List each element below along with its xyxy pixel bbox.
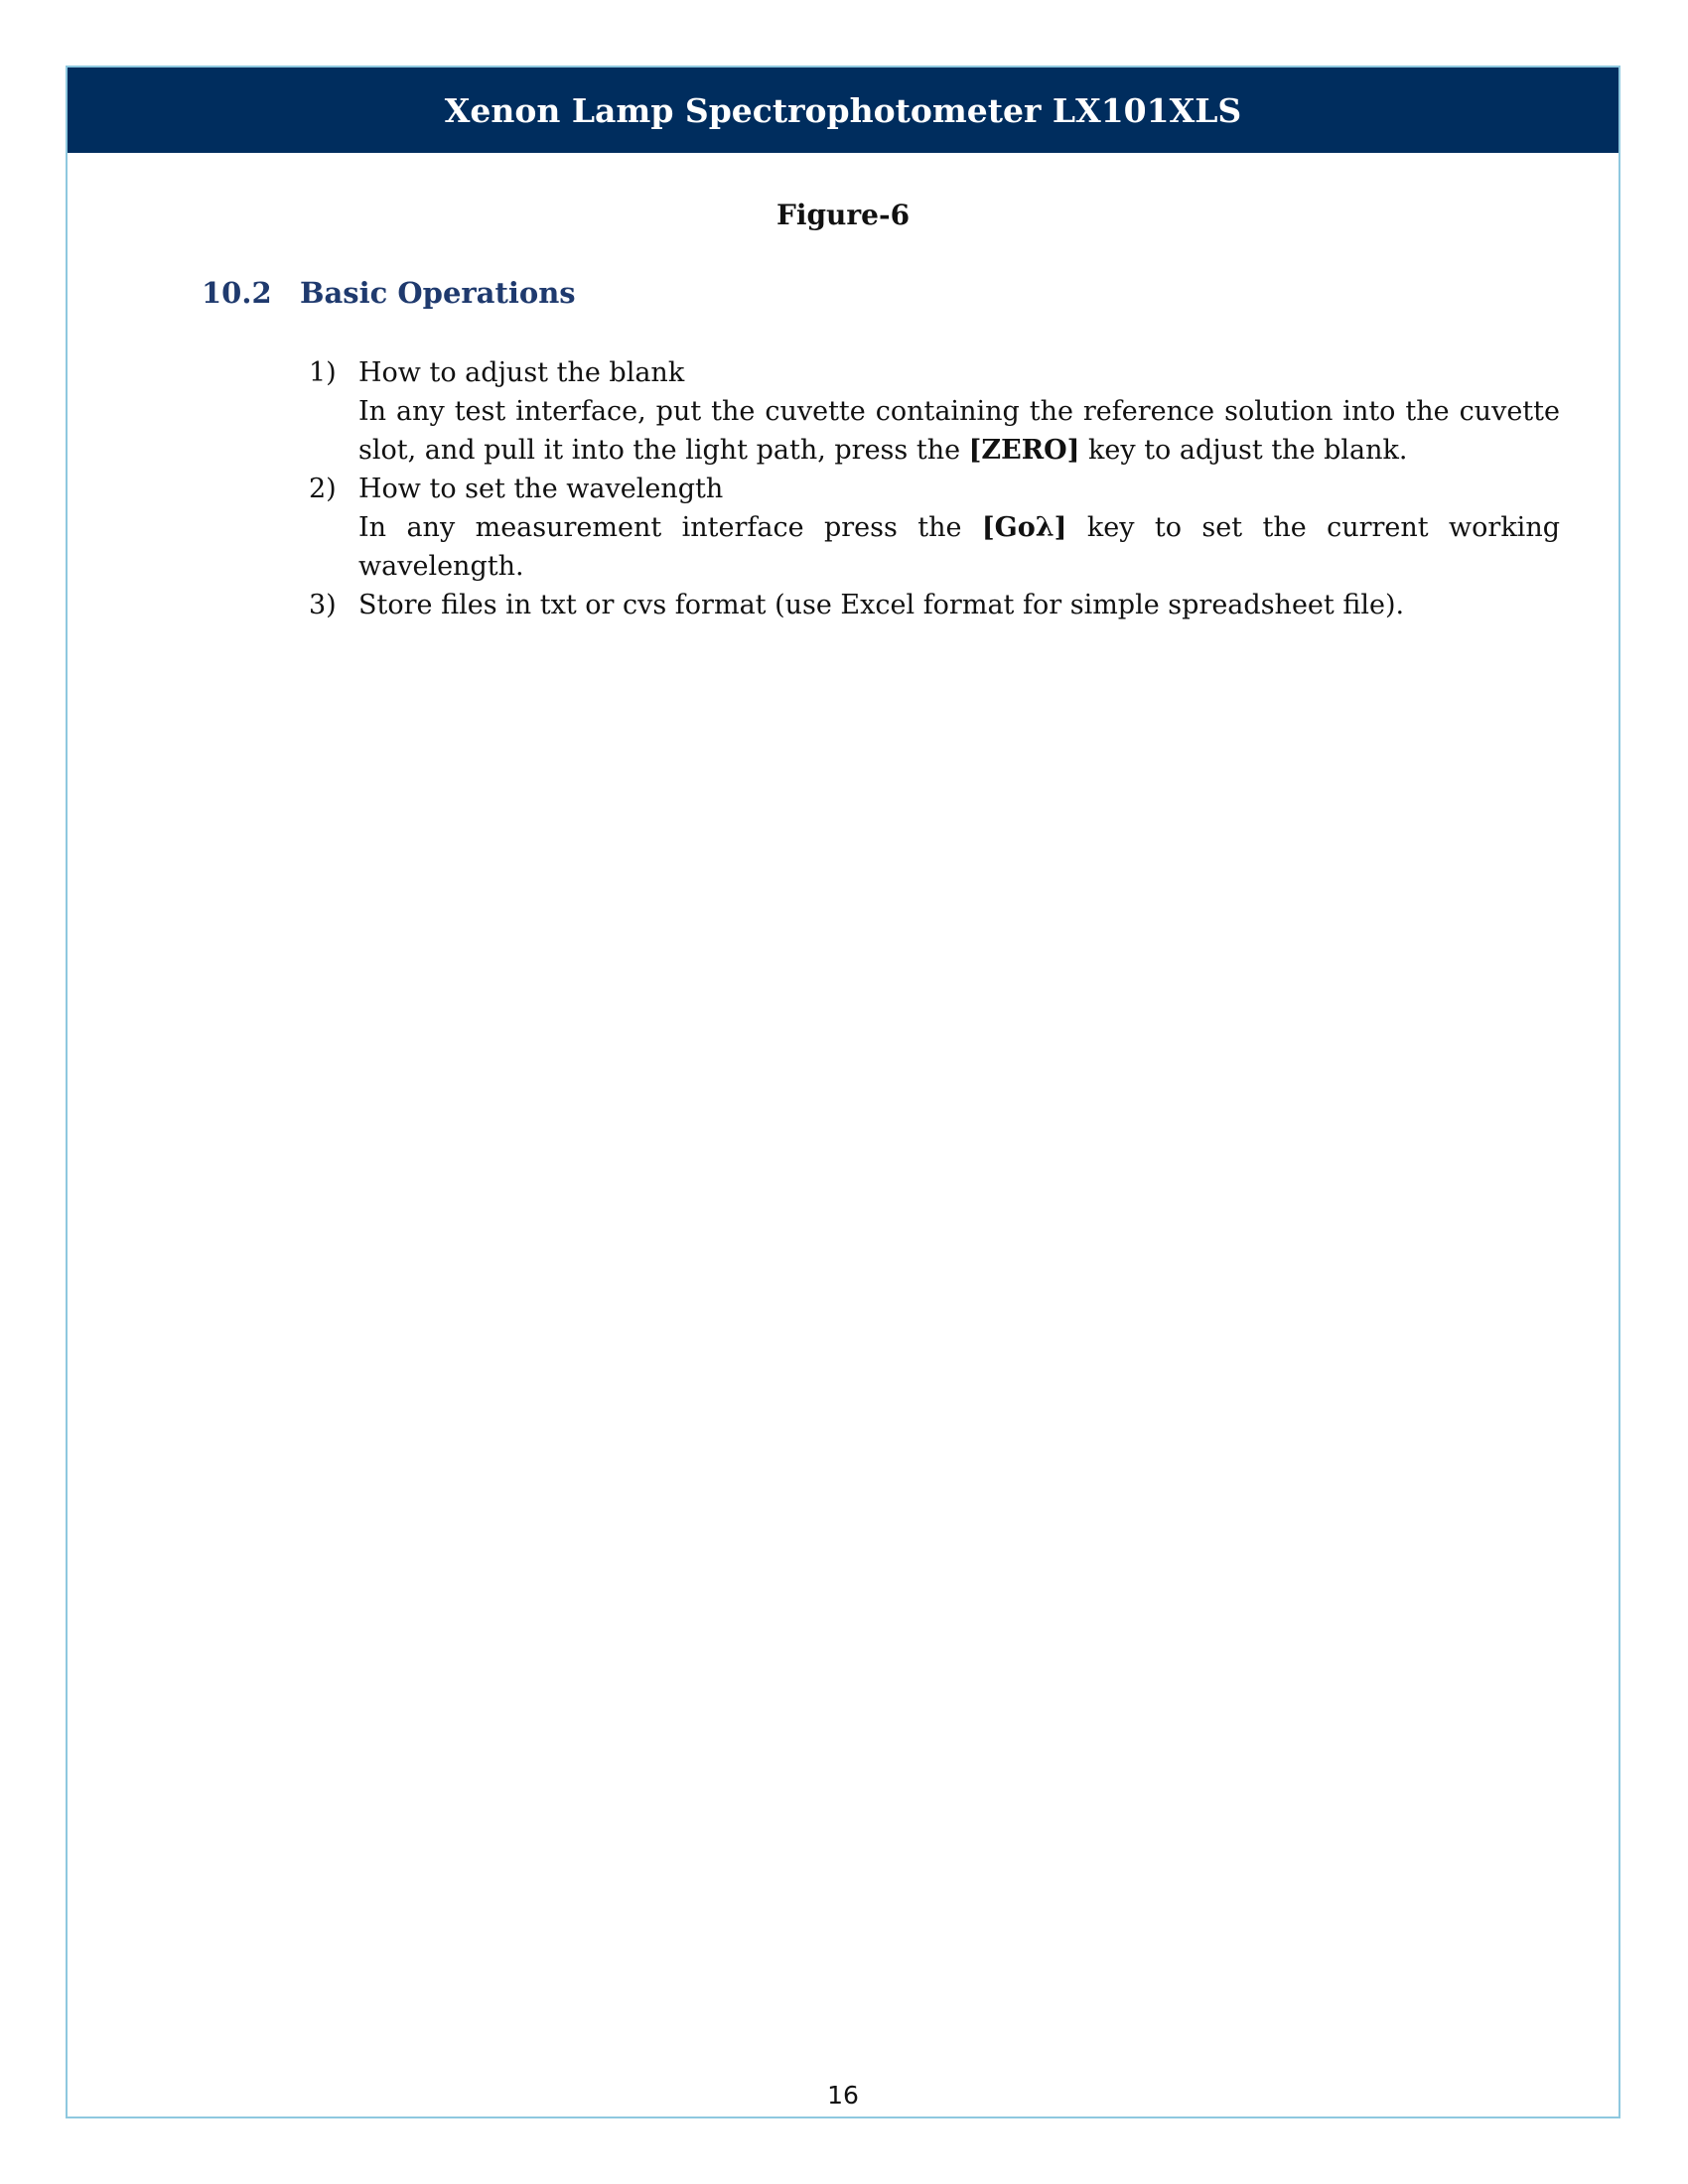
list-item-title: Store files in txt or cvs format (use Excel format for simple spreadsheet file). [358, 590, 1405, 620]
zero-key-label: [ZERO] [968, 435, 1080, 466]
page-frame [66, 66, 1620, 2118]
list-item-body-text: In any measurement interface press the [358, 512, 982, 543]
go-lambda-key-label: [Goλ] [981, 512, 1067, 543]
list-item-marker: 1) [309, 357, 337, 388]
list-item-content [358, 353, 1560, 470]
list-item-marker: 2) [309, 474, 337, 504]
list-item-body [358, 392, 1560, 470]
list-item-content [358, 470, 1560, 586]
operations-list [309, 353, 1560, 624]
section-heading [202, 276, 576, 310]
list-item-body-text: key to adjust the blank. [1079, 435, 1408, 466]
header-bar [68, 68, 1618, 153]
list-item-body-text: In any test interface, put the cuvette containing the reference solution into the cuvette slot, and pull it into the light path, press the [358, 396, 1560, 466]
list-item-body [358, 508, 1560, 586]
document-title: Xenon Lamp Spectrophotometer LX101XLS [444, 90, 1242, 130]
page-number: 16 [827, 2081, 859, 2110]
section-title: Basic Operations [300, 276, 576, 310]
list-item [309, 470, 1560, 586]
list-item-title: How to adjust the blank [358, 357, 685, 388]
list-item-body-text: key to set the current working wavelength. [358, 512, 1560, 582]
list-item [309, 353, 1560, 470]
figure-caption: Figure-6 [775, 199, 911, 231]
list-item-title: How to set the wavelength [358, 474, 724, 504]
section-number: 10.2 [202, 276, 272, 310]
list-item-marker: 3) [309, 590, 337, 620]
list-item [309, 586, 1560, 624]
list-item-content [358, 586, 1560, 624]
